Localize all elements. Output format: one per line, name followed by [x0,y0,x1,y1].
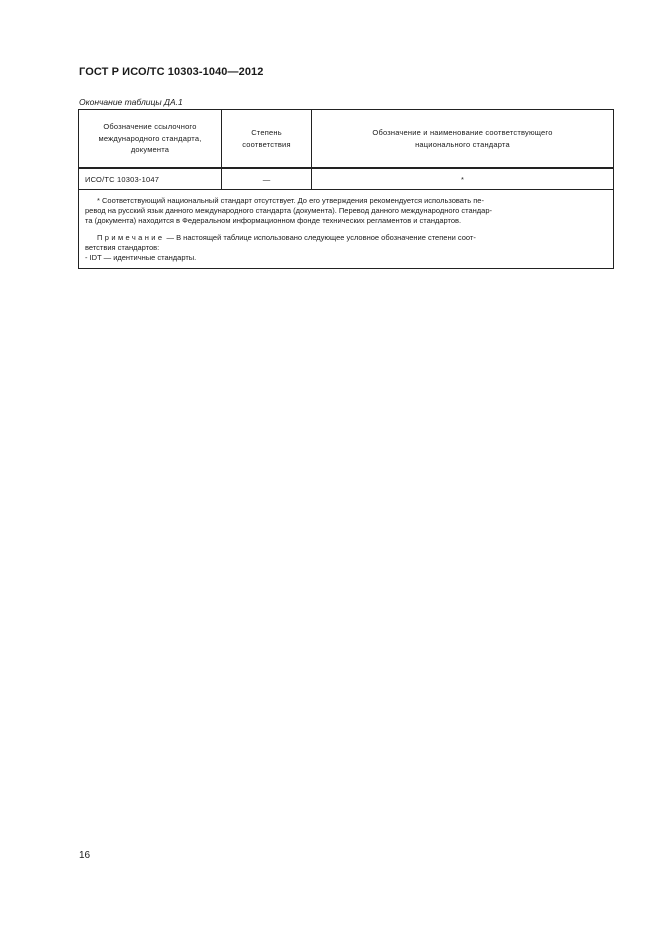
column-header-national-line: Обозначение и наименование соответствующего [372,128,553,137]
column-header-reference-line: документа [130,145,170,155]
footnote-line: ревод на русский язык данного международного стандарта (документа). Перевод данного международного стандар- [85,206,493,215]
table-notes [79,190,614,269]
column-header-national-line: национального стандарта [415,139,510,149]
cell-national: * [312,168,614,190]
page-number: 16 [79,850,91,861]
note-line: - IDT — идентичные стандарты. [85,253,197,262]
table-caption: Окончание таблицы ДА.1 [79,97,183,107]
cell-reference: ИСО/ТС 10303-1047 [79,168,222,190]
footnote-line: * Соответствующий национальный стандарт отсутствует. До его утверждения рекомендуется использовать пе- [97,196,484,205]
column-header-reference-line: Обозначение ссылочного [103,122,197,132]
note-line [85,233,607,243]
column-header-national [312,110,614,169]
table-row [79,168,614,190]
note-text: — В настоящей таблице использовано следующее условное обозначение степени соот- [164,233,476,242]
column-header-degree-line: Степень [251,128,282,137]
document-header: ГОСТ Р ИСО/ТС 10303-1040—2012 [79,66,264,78]
column-header-degree [222,110,312,169]
table-header-row [79,110,614,169]
column-header-reference-line: международного стандарта, [98,133,202,143]
reference-table [78,109,614,269]
cell-degree: — [222,168,312,190]
note-line: ветствия стандартов: [85,243,160,252]
footnote-line: та (документа) находится в Федеральном информационном фонде технических регламентов и стандартов. [85,216,462,225]
note-label: Примечание [97,233,165,242]
column-header-reference [79,110,222,169]
column-header-degree-line: соответствия [242,139,291,149]
table-notes-row [79,190,614,269]
